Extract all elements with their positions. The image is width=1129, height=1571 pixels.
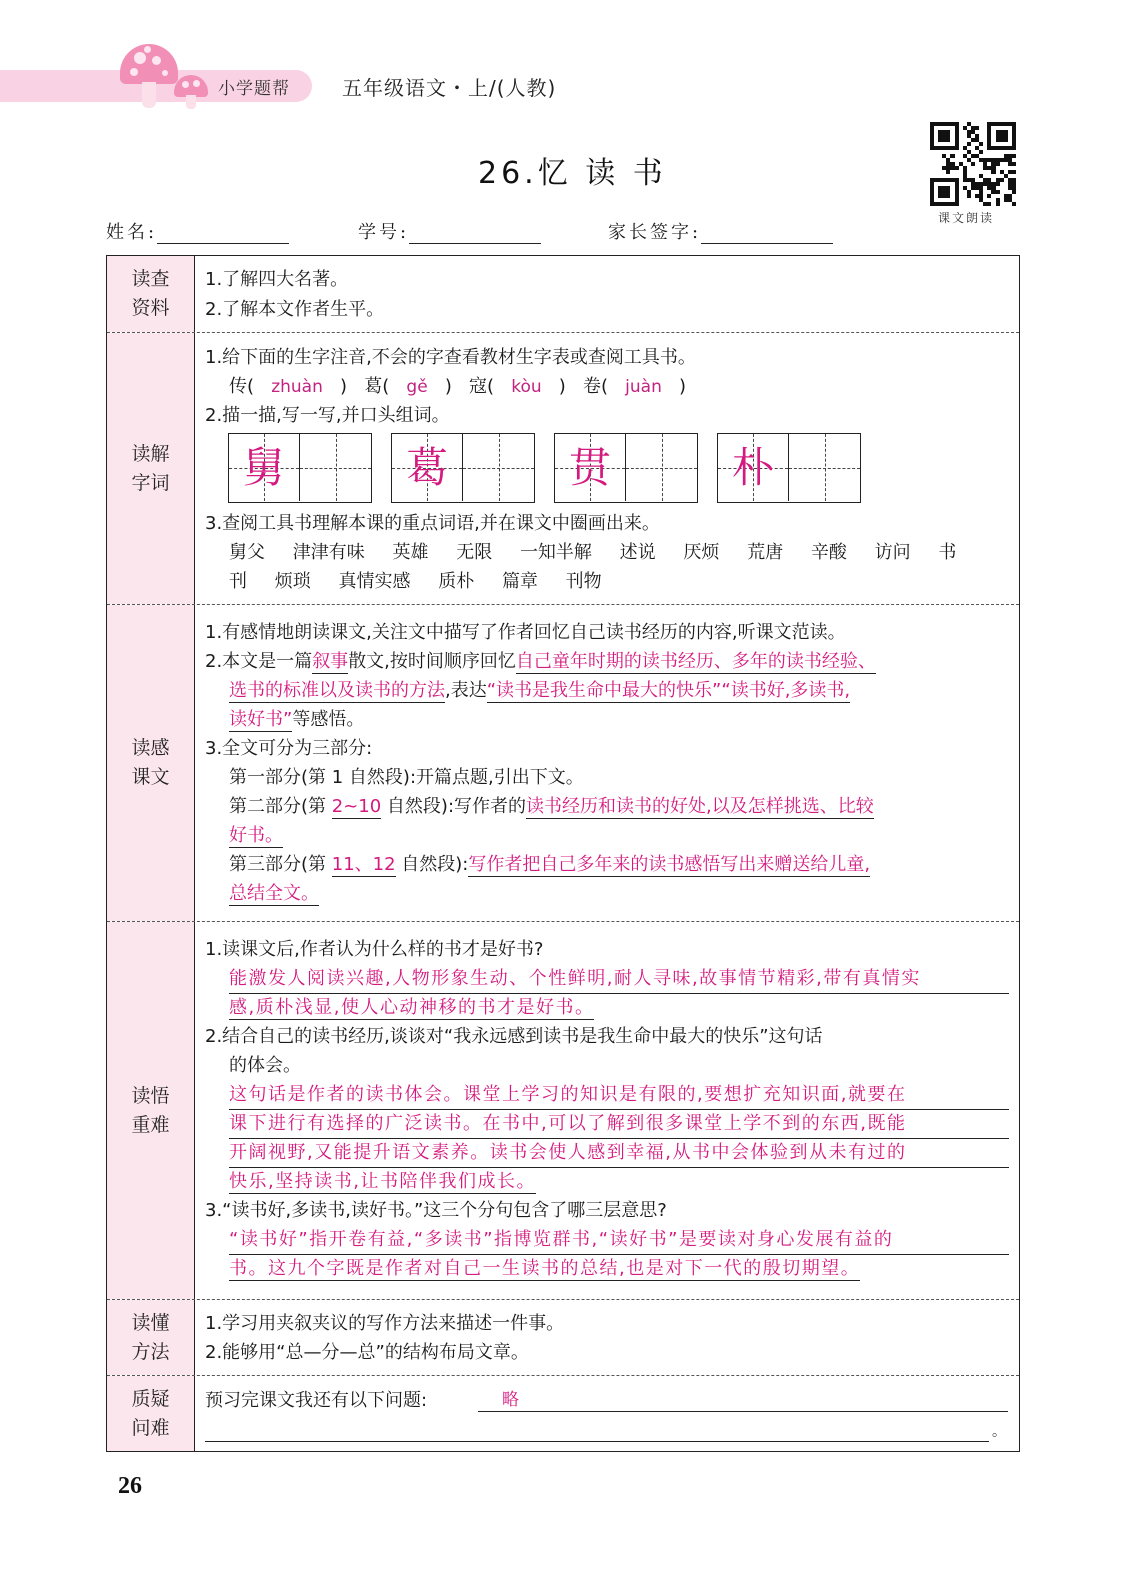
book-info: 五年级语文・上/(人教) [342,76,557,100]
name-field[interactable] [106,218,289,244]
vocab-word: 烦琐 [274,571,311,592]
question-2-line-2: 的体会。 [229,1055,301,1076]
qr-label: 课文朗读 [938,211,995,225]
parent-signature-label: 家长签字: [608,222,702,243]
question-2-line-3 [229,705,364,734]
section-text-comprehension [107,605,1019,922]
vocab-word: 厌烦 [683,542,720,563]
vocab-word: 质朴 [438,571,475,592]
answer-line[interactable]: 开阔视野,又能提升语文素养。读书会使人感到幸福,从书中会体验到从未有过的 [229,1138,1009,1168]
answer-blank[interactable]: 2~10 [331,796,382,817]
student-info [106,218,846,248]
label-line: 方法 [131,1340,170,1363]
answer-text: 略 [502,1390,519,1410]
q-text: 第二部分(第 [229,796,332,817]
label-line: 字词 [131,471,170,494]
label-line: 质疑 [131,1387,170,1410]
question-2-line-2 [229,676,850,705]
trace-char: 舅 [242,442,285,492]
writing-box[interactable] [717,433,861,503]
section-key-difficulties [107,922,1019,1300]
section-content [195,922,1019,1299]
q-text: 自然段):写作者的 [381,796,527,817]
trace-char: 贯 [568,442,611,492]
answer-line[interactable]: 这句话是作者的读书体会。课堂上学习的知识是有限的,要想扩充知识面,就要在 [229,1080,1009,1110]
qr-code-icon[interactable] [930,122,1016,206]
answer-line[interactable] [229,1167,1009,1196]
section-content [195,333,1019,604]
answer-text: 快乐,坚持读书,让书陪伴我们成长。 [229,1171,536,1192]
q-text: 2.本文是一篇 [205,651,313,672]
question-1: 1.给下面的生字注音,不会的字查看教材生字表或查阅工具书。 [205,347,696,368]
answer-line[interactable]: 能激发人阅读兴趣,人物形象生动、个性鲜明,耐人寻味,故事情节精彩,带有真情实 [229,964,1009,994]
question-input-line-2[interactable] [205,1418,989,1442]
vocab-word: 述说 [619,542,656,563]
question-input-line-1[interactable] [478,1388,1008,1412]
vocab-word: 津津有味 [292,542,365,563]
name-input-line[interactable] [157,222,289,244]
question-prompt: 预习完课文我还有以下问题: [205,1390,428,1411]
vocab-word: 篇章 [501,571,538,592]
page-number: 26 [118,1473,142,1499]
student-id-input-line[interactable] [409,222,541,244]
label-line: 读悟 [131,1084,170,1107]
pinyin-row: 传( zhuàn ) 葛( gě ) 寇( kòu ) 卷( juàn ) [229,376,687,397]
answer-blank[interactable]: “读书是我生命中最大的快乐”“读书好,多读书, [486,680,851,701]
section-content [195,1376,1019,1451]
vocab-word: 舅父 [229,542,265,563]
answer-blank[interactable]: 叙事 [312,651,349,672]
part-2-line-1 [229,792,874,821]
end-mark: 。 [992,1424,1006,1440]
question-3: 3.查阅工具书理解本课的重点词语,并在课文中圈画出来。 [205,513,660,534]
mushroom-logo-icon [120,44,178,84]
section-label [107,605,195,921]
part-1: 第一部分(第 1 自然段):开篇点题,引出下文。 [229,767,584,788]
writing-box[interactable] [554,433,698,503]
student-id-field[interactable] [358,218,541,244]
section-label [107,1376,195,1451]
part-2-line-2 [229,821,283,850]
section-methods [107,1300,1019,1376]
answer-blank[interactable]: 读书经历和读书的好处,以及怎样挑选、比较 [526,796,874,817]
vocab-line-2 [229,567,624,596]
pinyin-char: 葛 [364,376,383,397]
parent-signature-field[interactable] [608,218,833,244]
q-text: ,表达 [445,680,487,701]
pinyin-char: 传 [229,376,247,397]
section-content [195,605,1019,921]
answer-text: 书。这九个字既是作者对自己一生读书的总结,也是对下一代的殷切期望。 [229,1258,861,1279]
answer-blank[interactable]: 选书的标准以及读书的方法 [229,680,445,701]
answer-blank[interactable]: 11、12 [331,854,396,875]
section-label [107,1300,195,1375]
question-1: 1.读课文后,作者认为什么样的书才是好书? [205,939,544,960]
section-label [107,333,195,604]
vocab-word: 刊 [229,571,247,592]
section-label [107,256,195,332]
list-item: 2.了解本文作者生平。 [205,299,385,320]
section-content [195,256,1019,332]
vocab-word: 英雄 [392,542,429,563]
label-line: 资料 [131,297,170,319]
answer-blank[interactable]: 总结全文。 [229,883,319,904]
q-text: 等感悟。 [292,709,365,730]
q-text: 散文,按时间顺序回忆 [348,651,516,672]
vocab-word: 真情实感 [338,571,411,592]
vocab-word: 访问 [874,542,911,563]
answer-blank[interactable]: 写作者把自己多年来的读书感悟写出来赠送给儿童, [468,854,871,875]
section-label [107,922,195,1299]
label-line: 问难 [131,1416,170,1439]
worksheet-table [106,255,1020,1452]
section-vocabulary [107,333,1019,605]
label-line: 读查 [131,268,170,290]
label-line: 读感 [131,737,170,759]
brand-name: 小学题帮 [218,79,290,99]
trace-char: 朴 [731,442,774,492]
pinyin-answer[interactable]: gě [406,377,428,397]
pinyin-answer[interactable]: juàn [625,377,662,397]
answer-line[interactable] [229,1254,1009,1283]
pinyin-char: 卷 [582,376,601,397]
answer-blank[interactable]: 好书。 [229,825,283,846]
vocab-word: 辛酸 [810,542,847,563]
section-questions [107,1376,1019,1451]
q-text: 第三部分(第 [229,854,332,875]
label-line: 读解 [131,442,170,465]
pinyin-char: 寇 [469,376,488,397]
answer-text: 感,质朴浅显,使人心动神移的书才是好书。 [229,997,595,1018]
part-3-line-1 [229,850,870,879]
name-label: 姓名: [106,222,158,243]
writing-box[interactable] [228,433,372,503]
student-id-label: 学号: [358,222,410,243]
list-item: 1.学习用夹叙夹议的写作方法来描述一件事。 [205,1313,565,1334]
list-item: 1.了解四大名著。 [205,269,349,290]
vocab-word: 刊物 [565,571,602,592]
q-text: 自然段): [395,854,469,875]
answer-blank[interactable]: 自己童年时期的读书经历、多年的读书经验、 [515,651,876,672]
label-line: 重难 [131,1113,170,1136]
pinyin-answer[interactable]: zhuàn [271,377,323,397]
question-2: 2.描一描,写一写,并口头组词。 [205,405,450,426]
trace-char: 葛 [405,442,448,492]
page-title: 26.忆 读 书 [478,156,667,191]
question-2-line-1 [205,647,876,676]
section-research [107,256,1019,333]
answer-line[interactable] [229,993,1009,1022]
answer-line[interactable]: “读书好”指开卷有益,“多读书”指博览群书,“读好书”是要读对身心发展有益的 [229,1225,1009,1255]
label-line: 课文 [131,766,170,788]
vocab-line-1 [229,538,956,567]
part-3-line-2 [229,879,319,908]
label-line: 读懂 [131,1311,170,1334]
question-3: 3.“读书好,多读书,读好书。”这三个分句包含了哪三层意思? [205,1200,667,1221]
answer-line[interactable]: 课下进行有选择的广泛读书。在书中,可以了解到很多课堂上学不到的东西,既能 [229,1109,1009,1139]
question-1: 1.有感情地朗读课文,关注文中描写了作者回忆自己读书经历的内容,听课文范读。 [205,622,846,643]
answer-blank[interactable]: 读好书” [229,709,293,730]
vocab-word: 一知半解 [519,542,592,563]
parent-signature-line[interactable] [701,222,833,244]
question-2-line-1: 2.结合自己的读书经历,谈谈对“我永远感到读书是我生命中最大的快乐”这句话 [205,1026,823,1047]
vocab-word: 荒唐 [747,542,784,563]
vocab-word: 无限 [456,542,493,563]
writing-box[interactable] [391,433,535,503]
pinyin-answer[interactable]: kòu [511,377,542,397]
list-item: 2.能够用“总—分—总”的结构布局文章。 [205,1342,529,1363]
vocab-word: 书 [938,542,957,563]
question-3: 3.全文可分为三部分: [205,738,373,759]
section-content [195,1300,1019,1375]
